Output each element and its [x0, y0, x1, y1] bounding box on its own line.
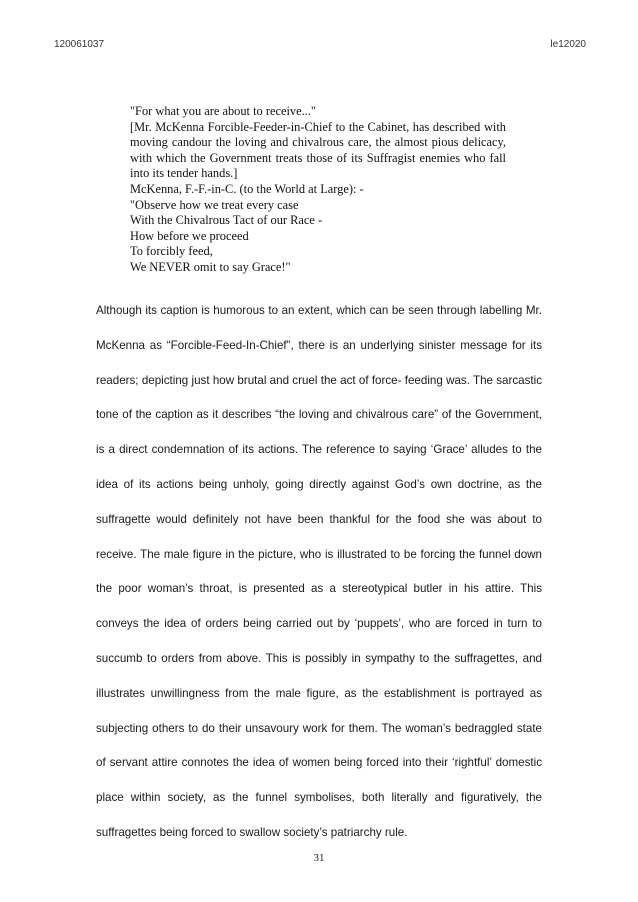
analysis-paragraph: Although its caption is humorous to an extent, which can be seen through labelling Mr. McKenna as “Forcible-Feed-In-Chief”, there is an underlying sinister message for its readers; depicting just how brutal and cruel the act of force- feeding was. The sarcastic tone of the caption as it describes “the loving and chivalrous care” of the Government, is a direct condemnation of its actions. The reference to saying ‘Grace’ alludes to the idea of its actions being unholy, going directly against God’s own doctrine, as the suffragette would definitely not have been thankful for the food she was about to receive. The male figure in the picture, who is illustrated to be forcing the funnel down the poor woman’s throat, is presented as a stereotypical butler in his attire. This conveys the idea of orders being carried out by ‘puppets’, who are forced in turn to succumb to orders from above. This is possibly in sympathy to the suffragettes, and illustrates unwillingness from the male figure, as the establishment is portrayed as subjecting others to do their unsavoury work for them. The woman’s bedraggled state of servant attire connotes the idea of women being forced into their ‘rightful’ domestic place within society, as the funnel symbolises, both literally and figuratively, the suffragettes being forced to swallow society’s patriarchy rule. [96, 304, 542, 839]
verse-line: How before we proceed [130, 228, 249, 243]
header-student-id: 120061037 [54, 39, 105, 50]
verse-line: With the Chivalrous Tact of our Race - [130, 213, 323, 228]
verse-line: To forcibly feed, [130, 244, 213, 259]
quote-speaker: McKenna, F.-F.-in-C. (to the World at Large): - [130, 181, 364, 196]
verse-line: We NEVER omit to say Grace!" [130, 259, 291, 274]
header-code: le12020 [550, 39, 586, 50]
caption-quote-block [130, 104, 506, 276]
analysis-body [96, 294, 542, 851]
verse-line: "Observe how we treat every case [130, 197, 299, 212]
quote-bracket-text: [Mr. McKenna Forcible-Feeder-in-Chief to the Cabinet, has described with moving candour the loving and chivalrous care, the almost pious delicacy, with which the Government treats those of its Suffragist enemies who fall into its tender hands.] [130, 119, 506, 181]
page-number: 31 [313, 852, 325, 864]
quote-title: "For what you are about to receive..." [130, 104, 316, 118]
